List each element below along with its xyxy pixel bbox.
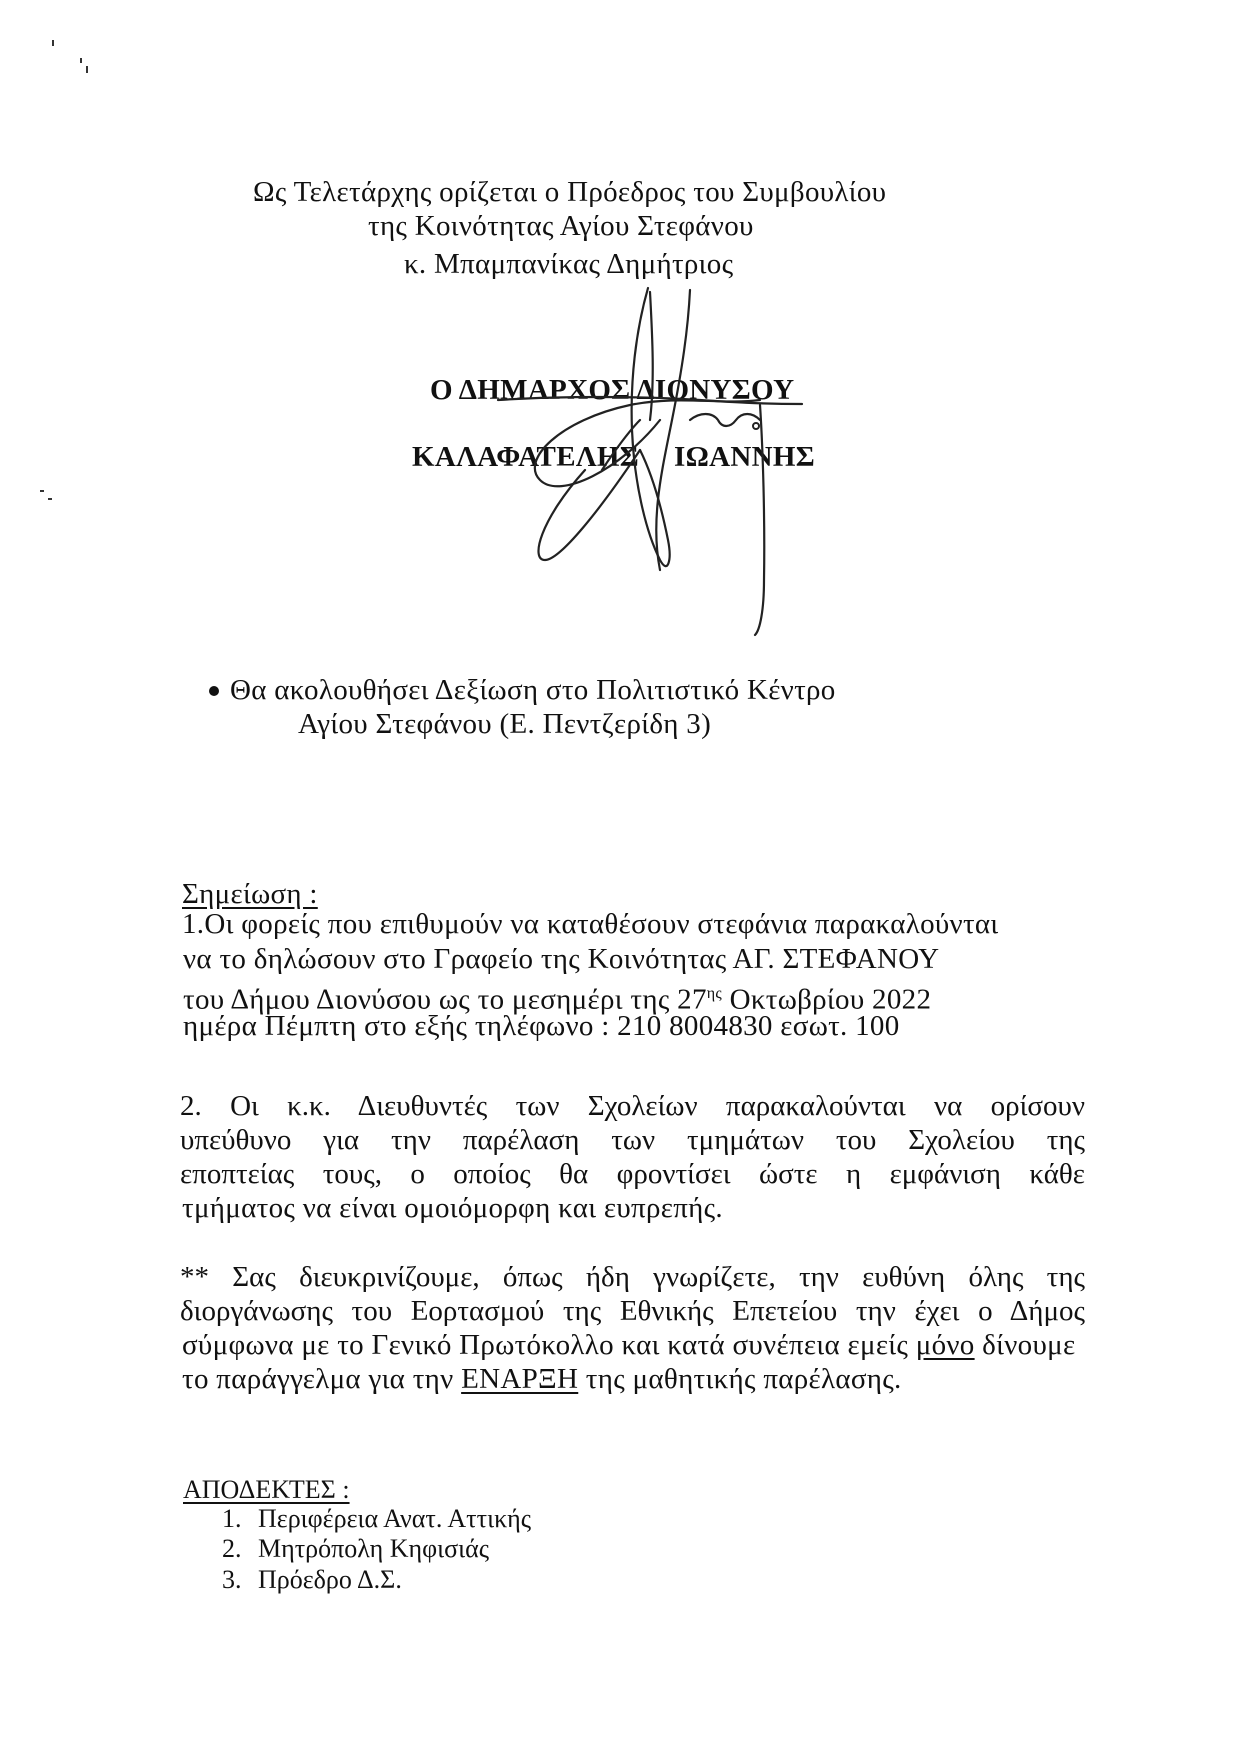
note-item1-line4: ημέρα Πέμπτη στο εξής τηλέφωνο : 210 8004830 εσωτ. 100: [183, 1010, 900, 1042]
note-item3-line1: ** Σας διευκρινίζουμε, όπως ήδη γνωρίζετε, την ευθύνη όλης της: [180, 1261, 1085, 1293]
scan-speck: [80, 58, 82, 63]
note-item1-line3-date: Οκτωβρίου 2022: [722, 983, 932, 1016]
note-item3-line3-end: δίνουμε: [974, 1329, 1076, 1361]
scan-speck: [48, 498, 52, 500]
recipient-number: 1.: [222, 1504, 242, 1533]
scan-speck: [86, 66, 88, 73]
emphasis-only: μόνο: [915, 1329, 975, 1361]
note-item1-line3-text: του Δήμου Διονύσου ως το μεσημέρι της 27: [183, 983, 707, 1016]
note-item3-line4: [182, 1361, 902, 1398]
recipient-item: [222, 1503, 531, 1535]
signatory-name-last: ΙΩΑΝΝΗΣ: [674, 441, 815, 473]
note-item1-line2: να το δηλώσουν στο Γραφείο της Κοινότητας ΑΓ. ΣΤΕΦΑΝΟΥ: [183, 943, 940, 975]
scan-speck: [52, 40, 54, 46]
recipient-text: Πρόεδρο Δ.Σ.: [258, 1565, 402, 1594]
header-line-1: Ως Τελετάρχης ορίζεται ο Πρόεδρος του Συμβουλίου: [253, 176, 887, 208]
recipient-text: Περιφέρεια Ανατ. Αττικής: [258, 1504, 532, 1533]
header-line-2: της Κοινότητας Αγίου Στεφάνου: [368, 210, 754, 242]
bullet-line-2: Αγίου Στεφάνου (Ε. Πεντζερίδη 3): [298, 708, 712, 740]
note-item3-line4-end: της μαθητικής παρέλασης.: [578, 1363, 902, 1395]
note-heading: Σημείωση :: [182, 878, 318, 910]
recipient-number: 3.: [222, 1565, 242, 1594]
recipients-heading: ΑΠΟΔΕΚΤΕΣ :: [183, 1475, 350, 1504]
emphasis-start: ΕΝΑΡΞΗ: [461, 1363, 579, 1395]
recipient-item: [222, 1564, 402, 1596]
note-item3-line3-text: σύμφωνα με το Γενικό Πρωτόκολλο και κατά συνέπεια εμείς: [182, 1329, 916, 1361]
note-item2-line1: 2. Οι κ.κ. Διευθυντές των Σχολείων παρακαλούνται να ορίσουν: [180, 1090, 1085, 1122]
bullet-line-1: Θα ακολουθήσει Δεξίωση στο Πολιτιστικό Κέντρο: [230, 674, 836, 706]
ordinal-superscript: ης: [706, 985, 723, 1002]
bullet-icon: [209, 686, 219, 696]
note-item1-line1: 1.Οι φορείς που επιθυμούν να καταθέσουν στεφάνια παρακαλούνται: [182, 908, 999, 940]
note-item2-line2: υπεύθυνο για την παρέλαση των τμημάτων του Σχολείου της: [180, 1124, 1085, 1156]
header-line-3: κ. Μπαμπανίκας Δημήτριος: [404, 248, 734, 280]
recipient-item: [222, 1533, 489, 1565]
note-item3-line2: διοργάνωσης του Εορτασμού της Εθνικής Επετείου την έχει ο Δήμος: [180, 1295, 1085, 1327]
recipient-number: 2.: [222, 1534, 242, 1563]
signatory-name-first: ΚΑΛΑΦΑΤΕΛΗΣ: [412, 441, 640, 473]
note-item3-line3: [182, 1327, 1082, 1364]
recipient-text: Μητρόπολη Κηφισιάς: [258, 1534, 490, 1563]
note-item2-line3: εποπτείας τους, ο οποίος θα φροντίσει ώστε η εμφάνιση κάθε: [180, 1158, 1085, 1190]
note-item2-line4: τμήματος να είναι ομοιόμορφη και ευπρεπής.: [182, 1192, 723, 1224]
signatory-title: Ο ΔΗΜΑΡΧΟΣ ΔΙΟΝΥΣΟΥ: [430, 374, 795, 406]
scan-speck: [40, 490, 44, 492]
note-item3-line4-text: το παράγγελμα για την: [182, 1363, 462, 1395]
